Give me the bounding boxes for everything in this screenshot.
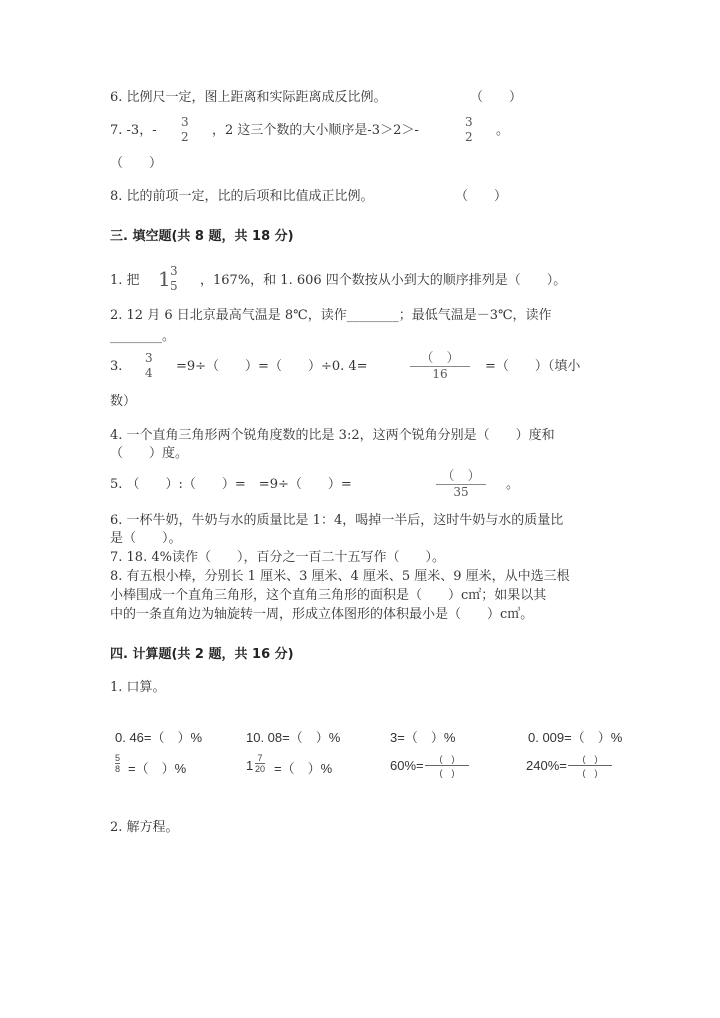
calc-item: 3=（ ）% — [390, 730, 456, 745]
numerator: （ ） — [420, 351, 460, 366]
denominator: 4 — [145, 366, 153, 380]
fill-q2-line2: ________。 — [110, 329, 176, 344]
fill-q5-suffix: 。 — [506, 477, 520, 492]
question-text: 6. 比例尺一定，图上距离和实际距离成反比例。 — [110, 90, 387, 105]
fraction — [425, 752, 469, 779]
fill-q1-text: ，167%，和 1. 606 四个数按从小到大的顺序排列是（ ）。 — [200, 273, 567, 288]
fill-q4-line2: （ ）度。 — [110, 446, 189, 461]
fill-q8-line1: 8. 有五根小棒，分别长 1 厘米、3 厘米、4 厘米、5 厘米、9 厘米，从中选三根 — [110, 569, 570, 584]
numerator: 3 — [145, 351, 153, 365]
mixed-number-whole: 1 — [246, 758, 254, 773]
fraction — [170, 264, 178, 294]
judge-q7-middle: ，2 这三个数的大小顺序是-3＞2＞- — [212, 123, 419, 138]
judge-q7-suffix: 。 — [496, 123, 510, 138]
calc-item: 0. 46=（ ）% — [115, 730, 203, 745]
fill-q6-line1: 6. 一杯牛奶，牛奶与水的质量比是 1：4，喝掉一半后，这时牛奶与水的质量比 — [110, 513, 564, 528]
calc-item-suffix: =（ ）% — [274, 761, 333, 776]
section-title: 四. 计算题(共 2 题，共 16 分) — [110, 647, 294, 662]
fraction — [465, 115, 473, 145]
calc-item-prefix: 60%= — [390, 758, 424, 773]
numerator: ( ) — [582, 754, 598, 764]
calc-item: 10. 08=（ ）% — [246, 730, 341, 745]
judge-q6 — [110, 90, 387, 106]
numerator: 3 — [170, 264, 178, 278]
fill-q8-line3: 中的一条直角边为轴旋转一周，形成立体图形的体积最小是（ ）c㎥。 — [110, 607, 534, 622]
fraction — [181, 115, 189, 145]
judge-q7-prefix: 7. -3，- — [110, 123, 157, 138]
fraction — [255, 753, 265, 774]
numerator: 7 — [257, 753, 263, 763]
numerator: 3 — [181, 115, 189, 129]
denominator: ( ) — [439, 768, 455, 778]
fraction — [145, 351, 153, 381]
calc-item-prefix: 240%= — [526, 758, 567, 773]
fraction — [568, 752, 612, 779]
calc-item-suffix: =（ ）% — [128, 761, 187, 776]
judge-q8-answer-blank[interactable]: （ ） — [455, 189, 508, 204]
calc-q1-label: 1. 口算。 — [110, 680, 166, 695]
fill-q4-line1: 4. 一个直角三角形两个锐角度数的比是 3:2，这两个锐角分别是（ ）度和 — [110, 428, 555, 443]
fill-q1-prefix: 1. 把 — [110, 273, 140, 288]
fill-q3-prefix: 3. — [110, 359, 123, 374]
denominator: ( ) — [582, 768, 598, 778]
fraction — [115, 753, 120, 774]
fill-q2-line1: 2. 12 月 6 日北京最高气温是 8℃，读作________；最低气温是－3℃，读作 — [110, 308, 552, 323]
calc-q2-label: 2. 解方程。 — [110, 820, 179, 835]
fill-q6-line2: 是（ ）。 — [110, 531, 182, 546]
fill-q5-prefix: 5. （ ）:（ ）= =9÷（ ）= — [110, 477, 352, 492]
judge-q8-text: 8. 比的前项一定，比的后项和比值成正比例。 — [110, 189, 374, 204]
numerator: ( ) — [439, 754, 455, 764]
fraction — [410, 351, 470, 382]
fill-q8-line2: 小棒围成一个直角三角形，这个直角三角形的面积是（ ）c㎡；如果以其 — [110, 588, 547, 603]
denominator: 8 — [115, 764, 121, 774]
denominator: 16 — [432, 367, 448, 381]
fill-q3-middle: =9÷（ ）=（ ）÷0. 4= — [176, 359, 368, 374]
judge-q6-answer-blank[interactable]: （ ） — [470, 90, 523, 105]
section-title: 三. 填空题(共 8 题，共 18 分) — [110, 229, 294, 244]
fill-q3-suffix: =（ ）（填小 — [485, 359, 581, 374]
denominator: 2 — [465, 130, 473, 144]
denominator: 35 — [453, 485, 469, 499]
denominator: 5 — [170, 279, 178, 293]
fraction — [436, 469, 486, 500]
numerator: 5 — [115, 753, 121, 763]
fill-q3-line2: 数） — [110, 394, 137, 409]
numerator: 3 — [465, 115, 473, 129]
numerator: （ ） — [441, 469, 481, 484]
mixed-number-whole: 1 — [158, 267, 171, 291]
denominator: 20 — [255, 764, 266, 774]
calc-item: 0. 009=（ ）% — [528, 730, 623, 745]
denominator: 2 — [181, 130, 189, 144]
fill-q7-text: 7. 18. 4%读作（ ），百分之一百二十五写作（ ）。 — [110, 550, 445, 565]
judge-q7-answer-blank[interactable]: （ ） — [110, 156, 163, 171]
